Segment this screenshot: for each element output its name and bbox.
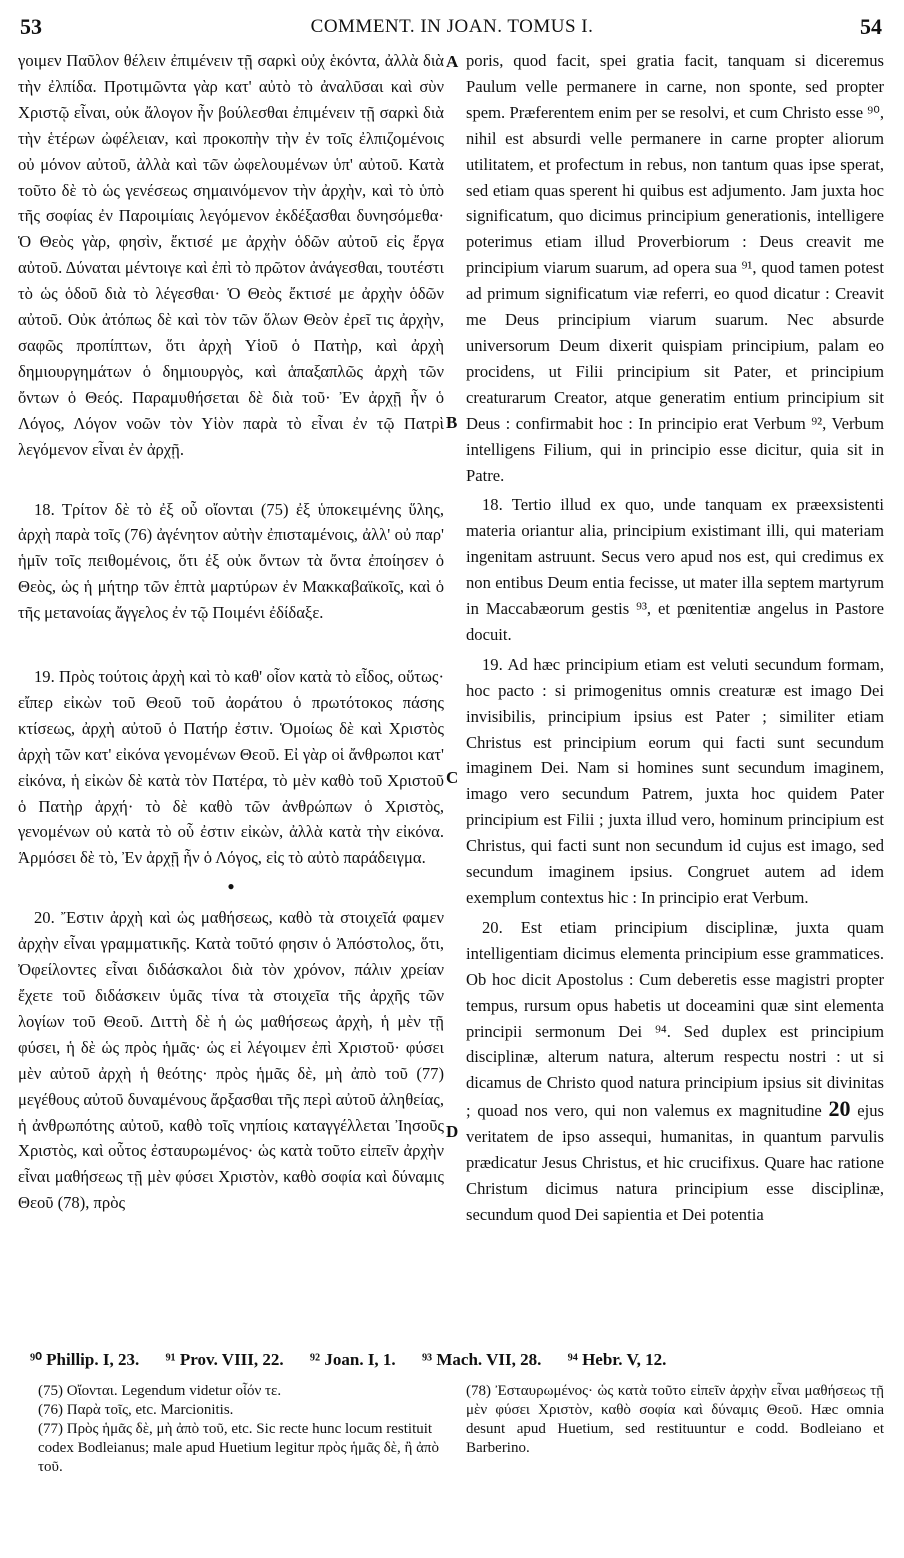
scripture-ref: ⁹⁴ Hebr. V, 12. (567, 1350, 667, 1369)
latin-paragraph-20-part-a: 20. Est etiam principium disciplinæ, juxta quam intelligentiam dicimus elementa principium esse grammatices. Ob hoc dicit Apostolus : Cum deberetis esse magistri propter tempus, rursum opus habetis ut doceamini quæ sint elementa principii sermonum Dei ⁹⁴. Sed duplex est principium disciplinæ, alterum natura, alterum respectu nostri : ut si dicamus de Christo quod natura principium ipsius sit divinitas ; quoad nos vero, qui non valemus ex magnitudine (466, 917, 884, 1121)
critical-note: (77) Πρὸς ἡμᾶς δὲ, μὴ ἀπὸ τοῦ, etc. Sic recte hunc locum restituit codex Bodleianus; male apud Huetium legitur πρὸς ἡμᾶς δὲ, ἢ ἀπὸ τοῦ. (38, 1421, 440, 1475)
critical-note: (78) Ἐσταυρωμένος· ὡς κατὰ τοῦτο εἰπεῖν ἀρχὴν εἶναι μαθήσεως τῇ μὲν φύσει Χριστὸν, καθὸ σοφία καὶ δύναμις Θεοῦ. Hæc omnia desunt apud Huetium, sed restituuntur e codd. Bodleiano et Barberino. (466, 1383, 884, 1456)
greek-paragraph-continuation: γοιμεν Παῦλον θέλειν ἐπιμένειν τῇ σαρκὶ οὐχ ἑκόντα, ἀλλὰ διὰ τὴν ἐλπίδα. Προτιμῶντα γὰρ κατ' αὐτὸ τὸ ἀναλῦσαι καὶ σὺν Χριστῷ εἶναι, οὐκ ἄλογον ἦν βούλεσθαι ἐπιμένειν τῇ σαρκὶ διὰ τὴν ἑτέρων ὠφέλειαν, καὶ προκοπὴν τὴν ἐν τοῖς ἐλπιζομένοις οὐ μόνον αὐτοῦ, ἀλλὰ καὶ τῶν ὠφελουμένων ὑπ' αὐτοῦ. Κατὰ τοῦτο δὲ τὸ ὡς γενέσεως σημαινόμενον τὴν ἀρχὴν, καὶ τὸ ὑπὸ τῆς σοφίας ἐν Παροιμίαις λεγόμενον ἐκδέξασθαι δυνησόμεθα· Ὁ Θεὸς γὰρ, φησὶν, ἔκτισέ με ἀρχὴν ὁδῶν αὐτοῦ εἰς ἔργα αὐτοῦ. Δύναται μέντοιγε καὶ ἐπὶ τὸ πρῶτον ἀνάγεσθαι, τουτέστι τὸ ὡς ὁδοῦ διὰ τὸ λέγεσθαι· Ὁ Θεὸς ἔκτισέ με ἀρχὴν ὁδῶν αὐτοῦ. Οὐκ ἀτόπως δὲ καὶ τὸν τῶν ὅλων Θεὸν ἐρεῖ τις ἀρχὴν, σαφῶς προπίπτων, ὅτι ἀρχὴ Υἱοῦ ὁ Πατὴρ, καὶ ἀρχὴ δημιουργημάτων ὁ δημιουργὸς, καὶ ἁπαξαπλῶς ἀρχὴ τῶν ὄντων ὁ Θεός. Παραμυθήσεται δὲ διὰ τοῦ· Ἐν ἀρχῇ ἦν ὁ Λόγος, Λόγον νοῶν τὸν Υἱὸν παρὰ τὸ εἶναι ἐν τῷ Πατρὶ λεγόμενον εἶναι ἐν ἀρχῇ. (18, 51, 444, 459)
latin-column (466, 48, 884, 1232)
latin-paragraph-20-part-b: ejus veritatem de ipso assequi, humanitas, in quantum parvulis prædicatur Jesus Christus, et hic crucifixus. Quare hac ratione Christum dicimus natura principium esse disciplinæ, secundum quod Dei sapientia et Dei potentia (466, 1101, 885, 1224)
page-number-right: 54 (860, 14, 882, 39)
ornament-dot: ● (227, 879, 235, 894)
scripture-ref: ⁹¹ Prov. VIII, 22. (165, 1350, 284, 1369)
scripture-ref: ⁹³ Mach. VII, 28. (421, 1350, 542, 1369)
greek-paragraph-20: 20. Ἔστιν ἀρχὴ καὶ ὡς μαθήσεως, καθὸ τὰ στοιχεῖά φαμεν ἀρχὴν εἶναι γραμματικῆς. Κατὰ τοῦτό φησιν ὁ Ἀπόστολος, ὅτι, Ὀφείλοντες εἶναι διδάσκαλοι διὰ τὸν χρόνον, πάλιν χρείαν ἔχετε τοῦ διδάσκειν ὑμᾶς τίνα τὰ στοιχεῖα τῆς ἀρχῆς τῶν λογίων τοῦ Θεοῦ. Διττὴ δὲ ἡ ὡς μαθήσεως ἀρχὴ, ἡ μὲν τῇ φύσει, ἡ δὲ ὡς πρὸς ἡμᾶς· ὡς εἰ λέγοιμεν ἐπὶ Χριστοῦ· φύσει μὲν αὐτοῦ ἀρχὴ ἡ θεότης· πρὸς ἡμᾶς δὲ, μὴ ἀπὸ τοῦ (77) μεγέθους αὐτοῦ δυναμένους ἄρξασθαι τῆς περὶ αὐτοῦ ἀληθείας, ἡ ἀνθρωπότης αὐτοῦ, καθὸ τοῖς νηπίοις καταγγέλλεται Ἰησοῦς Χριστὸς, καὶ οὗτος ἐσταυρωμένος· ὡς κατὰ τοῦτο εἰπεῖν ἀρχὴν εἶναι μαθήσεως τῇ μὲν φύσει Χριστὸν, καθὸ σοφία καὶ δύναμις Θεοῦ (78), πρὸς (18, 908, 444, 1213)
scripture-ref: ⁹² Joan. I, 1. (309, 1350, 396, 1369)
margin-letter-c: C (446, 768, 459, 787)
critical-notes-right (466, 1382, 884, 1458)
running-header (0, 0, 904, 44)
margin-letter-a: A (446, 52, 459, 71)
scripture-ref: ⁹⁰ Phillip. I, 23. (30, 1350, 140, 1369)
latin-paragraph-20 (466, 915, 884, 1228)
critical-notes-left (38, 1382, 448, 1477)
greek-paragraph-19: 19. Πρὸς τούτοις ἀρχὴ καὶ τὸ καθ' οἷον κατὰ τὸ εἶδος, οὕτως· εἴπερ εἰκὼν τοῦ Θεοῦ τοῦ ἀοράτου ὁ πρωτότοκος πάσης κτίσεως, ἀρχὴ αὐτοῦ ὁ Πατήρ ἐστιν. Ὁμοίως δὲ καὶ Χριστὸς ἀρχὴ τῶν κατ' εἰκόνα γενομένων Θεοῦ. Εἰ γὰρ οἱ ἄνθρωποι κατ' εἰκόνα, ἡ εἰκὼν δὲ κατὰ τὸν Πατέρα, τὸ μὲν καθὸ τοῦ Χριστοῦ ὁ Πατὴρ ἀρχή· τὸ δὲ καθὸ τῶν ἀνθρώπων ὁ Χριστὸς, γενομένων οὐ κατὰ τὸ οὗ ἐστιν εἰκὼν, ἀλλὰ κατὰ τὴν εἰκόνα. Ἁρμόσει δὲ τὸ, Ἐν ἀρχῇ ἦν ὁ Λόγος, εἰς τὸ αὐτὸ παράδειγμα. (18, 667, 444, 868)
latin-paragraph-19: 19. Ad hæc principium etiam est veluti secundum formam, hoc pacto : si primogenitus omnis creaturæ est imago Dei invisibilis, principium ipsius est Pater ; similiter etiam Christus est principium eorum qui facti sunt secundum imaginem Dei. Nam si homines sunt secundum imaginem, imago vero secundum Patrem, juxta hoc quidem Pater principium est Filii ; juxta illud vero, hominum principium est Christus, qui facti sunt non secundum id cujus est imago, sed secundum imaginem ipsius. Congruet autem ad idem exemplum contextus hic : In principio erat Verbum. (466, 654, 884, 907)
critical-note: (75) Οἴονται. Legendum videtur οἷόν τε. (38, 1383, 282, 1399)
running-title: COMMENT. IN JOAN. TOMUS I. (310, 16, 594, 37)
margin-letter-b: B (446, 413, 458, 432)
critical-note: (76) Παρὰ τοῖς, etc. Marcionitis. (38, 1402, 234, 1418)
page-number-left: 53 (20, 14, 42, 39)
latin-paragraph-continuation: poris, quod facit, spei gratia facit, tanquam si diceremus Paulum velle permanere in carne, non sponte, sed propter spem. Præferentem enim per se resolvi, et cum Christo esse ⁹⁰, nihil est absurdi velle permanere in carne propter aliorum utilitatem, et profectum in rebus, non tantum quas ipse sperat, sed etiam quas sperent hi quibus est adjumento. Jam juxta hoc significatum, quo dicimus principium generationis, intelligere poterimus etiam illud Proverbiorum : Deus creavit me principium viarum suarum, ad opera sua ⁹¹, quod tamen potest ad primum significatum viæ referri, eo quod dicatur : Creavit me Deus principium viarum suarum. Nec absurde universorum Deum dixerit quispiam principium, palam eo procidens, ut Filii principium sit Pater, et principium creaturarum Creator, atque generatim entium principium sit Deus : confirmabit hoc : In principio erat Verbum ⁹², Verbum intelligens Filium, qui in principio esse dicitur, quia sit in Patre. (466, 51, 884, 485)
greek-column (18, 48, 444, 1220)
margin-letter-d: D (446, 1122, 459, 1141)
scripture-references (30, 1350, 890, 1370)
inline-page-marker: 20 (828, 1096, 851, 1122)
greek-paragraph-18: 18. Τρίτον δὲ τὸ ἐξ οὗ οἴονται (75) ἐξ ὑποκειμένης ὕλης, ἀρχὴ παρὰ τοῖς (76) ἀγένητον αὐτὴν ἐπισταμένοις, ἀλλ' οὐ παρ' ἡμῖν τοῖς πειθομένοις, ὅτι ἐξ οὐκ ὄντων τὰ ὄντα ἐποίησεν ὁ Θεὸς, ὡς ἡ μήτηρ τῶν ἑπτὰ μαρτύρων ἐν Μακκαβαϊκοῖς, καὶ ὁ τῆς μετανοίας ἄγγελος ἐν τῷ Ποιμένι ἐδίδαξε. (18, 499, 444, 623)
latin-paragraph-18: 18. Tertio illud ex quo, unde tanquam ex præexsistenti materia oriantur alia, principium existimant illi, qui materiam ingenitam astruunt. Secus vero apud nos est, qui credimus ex non entibus Deum entia fecisse, ut mater illa septem martyrum in Maccabæorum gestis ⁹³, et pœnitentiæ angelus in Pastore docuit. (466, 495, 884, 644)
